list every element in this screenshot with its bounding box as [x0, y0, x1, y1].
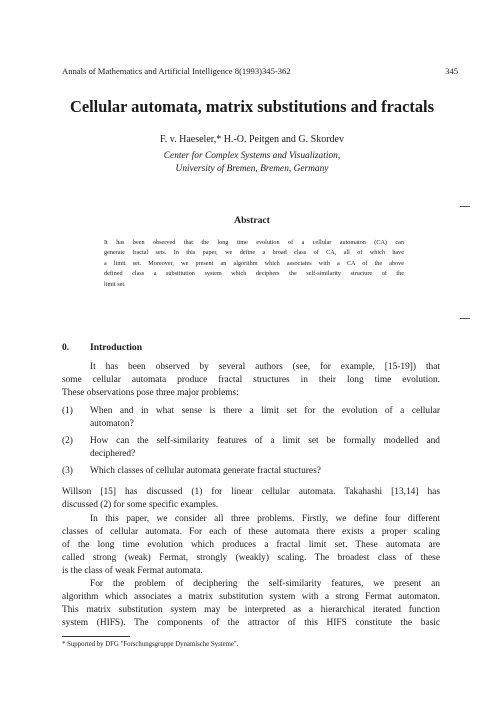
paragraph	[62, 578, 440, 630]
abstract-heading: Abstract	[234, 215, 270, 226]
abstract-line: limit set.	[104, 280, 126, 288]
text-line: In this paper, we consider all three problems. Firstly, we define four different	[90, 514, 440, 524]
paragraph	[62, 486, 440, 512]
running-header	[62, 66, 458, 80]
intro-paragraph	[62, 361, 440, 400]
text-line: system (HIFS). The components of the attractor of this HIFS constitute the basic	[62, 618, 440, 629]
abstract-line: generate fractal sets. In this paper, we define a broad class of CA, all of which have	[104, 249, 404, 257]
text-line: These observations pose three major problems:	[62, 388, 239, 399]
text-line: Willson [15] has discussed (1) for linear cellular automata. Takahashi [13,14] has	[62, 487, 440, 497]
paper-title: Cellular automata, matrix substitutions and fractals	[70, 97, 434, 116]
section-title: Introduction	[90, 342, 143, 353]
text-line: some cellular automata produce fractal structures in their long time evolution.	[62, 375, 440, 386]
text-line: It has been observed by several authors (see, for example, [15-19]) that	[90, 362, 440, 372]
abstract-line: a limit set. Moreover, we present an algorithm which associates with a CA of the above	[104, 259, 404, 267]
abstract-line: It has been observed that the long time evolution of a cellular automaton (CA) can	[104, 239, 404, 246]
footnote-rule	[62, 636, 130, 637]
text-line: Which classes of cellular automata generate fractal stuctures?	[90, 466, 321, 476]
abstract-text	[104, 238, 404, 290]
text-line: is the class of weak Fermat automata.	[62, 566, 203, 577]
footnote: * Supported by DFG "Forschungsgruppe Dynamische Systeme".	[62, 641, 239, 648]
affiliation-line: University of Bremen, Bremen, Germany	[175, 164, 329, 174]
text-line: How can the self-similarity features of a limit set be formally modelled and	[90, 436, 440, 446]
page-number: 345	[445, 66, 458, 76]
text-line: classes of cellular automata. For each of these automata there exists a proper scaling	[62, 527, 440, 538]
problem-label: (2)	[62, 436, 73, 446]
journal-citation: Annals of Mathematics and Artificial Intelligence 8(1993)345-362	[62, 66, 291, 76]
section-number: 0.	[62, 342, 70, 353]
text-line: algorithm which associates a matrix substitution system with a strong Fermat automaton.	[62, 592, 440, 603]
text-line: This matrix substitution system may be interpreted as a hierarchical iterated function	[62, 605, 440, 616]
problem-label: (3)	[62, 466, 73, 476]
text-line: of the long time evolution which produces a fractal limit set. These automata are	[62, 540, 440, 551]
paragraph	[62, 513, 440, 578]
text-line: For the problem of deciphering the self-similarity features, we present an	[90, 579, 440, 589]
affiliation-line: Center for Complex Systems and Visualization,	[163, 151, 341, 161]
text-line: discussed (2) for some specific examples.	[62, 500, 219, 511]
abstract-line: defined class a substitution system which deciphers the self-similarity structure of the	[104, 270, 404, 278]
text-line: deciphered?	[90, 449, 136, 460]
author-list: F. v. Haeseler,* H.-O. Peitgen and G. Skordev	[160, 134, 344, 145]
margin-mark	[460, 206, 470, 207]
margin-mark	[460, 318, 470, 319]
problem-label: (1)	[62, 406, 73, 416]
text-line: When and in what sense is there a limit set for the evolution of a cellular	[90, 406, 440, 416]
text-line: called strong (weak) Fermat, strongly (weakly) scaling. The broadest class of these	[62, 553, 440, 564]
text-line: automaton?	[90, 419, 134, 430]
